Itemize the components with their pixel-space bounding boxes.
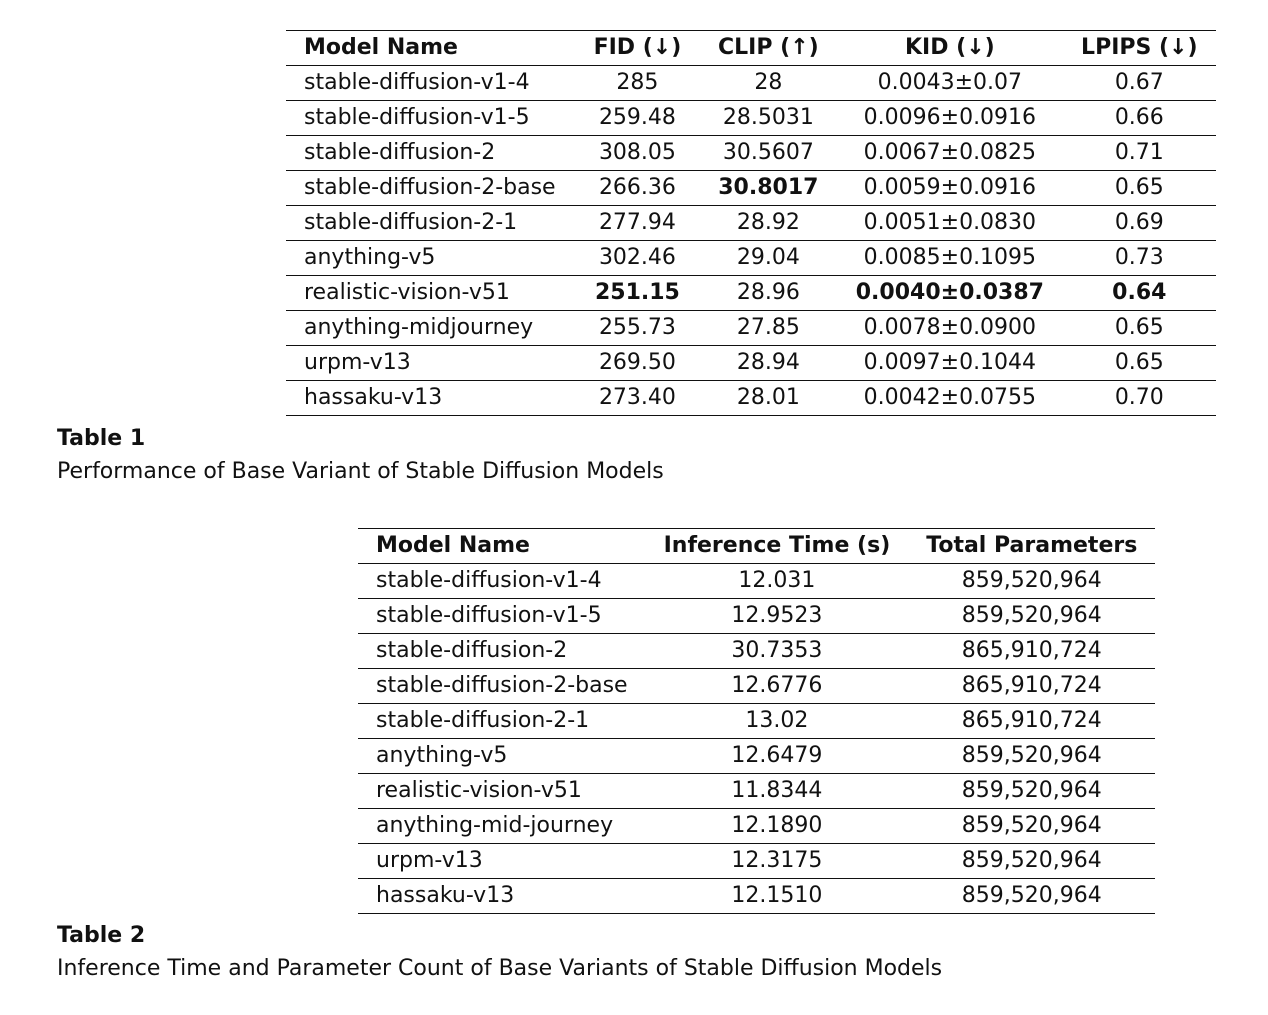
table-caption bbox=[57, 426, 664, 484]
table-row bbox=[286, 311, 1216, 346]
table-header-row bbox=[286, 31, 1216, 66]
model-name-cell: anything-v5 bbox=[358, 739, 646, 774]
value-cell: 251.15 bbox=[575, 276, 699, 311]
value-cell: 30.5607 bbox=[700, 136, 837, 171]
value-cell: 865,910,724 bbox=[908, 704, 1155, 739]
column-header: LPIPS (↓) bbox=[1063, 31, 1216, 66]
value-cell: 0.65 bbox=[1063, 311, 1216, 346]
value-cell: 859,520,964 bbox=[908, 844, 1155, 879]
value-cell: 859,520,964 bbox=[908, 774, 1155, 809]
table-row bbox=[358, 599, 1155, 634]
table-row bbox=[286, 171, 1216, 206]
table-row bbox=[286, 66, 1216, 101]
value-cell: 0.0096±0.0916 bbox=[837, 101, 1063, 136]
value-cell: 12.9523 bbox=[646, 599, 909, 634]
value-cell: 859,520,964 bbox=[908, 599, 1155, 634]
inference-time-table bbox=[358, 528, 1155, 914]
value-cell: 12.031 bbox=[646, 564, 909, 599]
value-cell: 255.73 bbox=[575, 311, 699, 346]
value-cell: 0.71 bbox=[1063, 136, 1216, 171]
value-cell: 0.0040±0.0387 bbox=[837, 276, 1063, 311]
value-cell: 0.64 bbox=[1063, 276, 1216, 311]
table-row bbox=[286, 381, 1216, 416]
value-cell: 859,520,964 bbox=[908, 564, 1155, 599]
column-header: KID (↓) bbox=[837, 31, 1063, 66]
value-cell: 0.0059±0.0916 bbox=[837, 171, 1063, 206]
value-cell: 12.6776 bbox=[646, 669, 909, 704]
caption-label: Table 1 bbox=[57, 426, 146, 451]
value-cell: 0.67 bbox=[1063, 66, 1216, 101]
value-cell: 0.0042±0.0755 bbox=[837, 381, 1063, 416]
model-name-cell: hassaku-v13 bbox=[358, 879, 646, 914]
table-row bbox=[358, 809, 1155, 844]
value-cell: 30.7353 bbox=[646, 634, 909, 669]
value-cell: 0.69 bbox=[1063, 206, 1216, 241]
table-row bbox=[358, 739, 1155, 774]
value-cell: 12.6479 bbox=[646, 739, 909, 774]
table-row bbox=[358, 844, 1155, 879]
value-cell: 859,520,964 bbox=[908, 809, 1155, 844]
model-name-cell: stable-diffusion-2-base bbox=[358, 669, 646, 704]
value-cell: 0.70 bbox=[1063, 381, 1216, 416]
value-cell: 28.01 bbox=[700, 381, 837, 416]
model-name-cell: anything-mid-journey bbox=[358, 809, 646, 844]
value-cell: 28.96 bbox=[700, 276, 837, 311]
model-name-cell: stable-diffusion-2-1 bbox=[358, 704, 646, 739]
table-row bbox=[286, 136, 1216, 171]
caption-label: Table 2 bbox=[57, 923, 146, 948]
column-header: Model Name bbox=[358, 529, 646, 564]
table-row bbox=[358, 669, 1155, 704]
value-cell: 13.02 bbox=[646, 704, 909, 739]
value-cell: 29.04 bbox=[700, 241, 837, 276]
model-name-cell: anything-v5 bbox=[286, 241, 575, 276]
table-body bbox=[286, 66, 1216, 416]
model-name-cell: hassaku-v13 bbox=[286, 381, 575, 416]
value-cell: 269.50 bbox=[575, 346, 699, 381]
model-name-cell: realistic-vision-v51 bbox=[358, 774, 646, 809]
table-row bbox=[286, 276, 1216, 311]
value-cell: 0.0067±0.0825 bbox=[837, 136, 1063, 171]
value-cell: 0.0051±0.0830 bbox=[837, 206, 1063, 241]
column-header: Inference Time (s) bbox=[646, 529, 909, 564]
value-cell: 28.5031 bbox=[700, 101, 837, 136]
value-cell: 273.40 bbox=[575, 381, 699, 416]
model-name-cell: stable-diffusion-2 bbox=[286, 136, 575, 171]
value-cell: 12.1510 bbox=[646, 879, 909, 914]
model-name-cell: urpm-v13 bbox=[286, 346, 575, 381]
table-body bbox=[358, 564, 1155, 914]
table-row bbox=[286, 101, 1216, 136]
value-cell: 266.36 bbox=[575, 171, 699, 206]
value-cell: 30.8017 bbox=[700, 171, 837, 206]
value-cell: 0.65 bbox=[1063, 171, 1216, 206]
column-header: FID (↓) bbox=[575, 31, 699, 66]
model-name-cell: stable-diffusion-2-base bbox=[286, 171, 575, 206]
model-name-cell: urpm-v13 bbox=[358, 844, 646, 879]
table-row bbox=[286, 206, 1216, 241]
value-cell: 285 bbox=[575, 66, 699, 101]
value-cell: 0.73 bbox=[1063, 241, 1216, 276]
value-cell: 865,910,724 bbox=[908, 634, 1155, 669]
value-cell: 0.66 bbox=[1063, 101, 1216, 136]
value-cell: 0.0085±0.1095 bbox=[837, 241, 1063, 276]
model-name-cell: stable-diffusion-v1-4 bbox=[286, 66, 575, 101]
table-row bbox=[358, 879, 1155, 914]
caption-text: Performance of Base Variant of Stable Diffusion Models bbox=[57, 459, 664, 484]
value-cell: 27.85 bbox=[700, 311, 837, 346]
model-name-cell: stable-diffusion-2 bbox=[358, 634, 646, 669]
performance-table bbox=[286, 30, 1216, 416]
model-name-cell: anything-midjourney bbox=[286, 311, 575, 346]
model-name-cell: stable-diffusion-2-1 bbox=[286, 206, 575, 241]
table-row bbox=[286, 346, 1216, 381]
model-name-cell: stable-diffusion-v1-5 bbox=[358, 599, 646, 634]
value-cell: 12.1890 bbox=[646, 809, 909, 844]
table-row bbox=[358, 704, 1155, 739]
value-cell: 308.05 bbox=[575, 136, 699, 171]
value-cell: 0.65 bbox=[1063, 346, 1216, 381]
value-cell: 0.0097±0.1044 bbox=[837, 346, 1063, 381]
value-cell: 259.48 bbox=[575, 101, 699, 136]
value-cell: 277.94 bbox=[575, 206, 699, 241]
value-cell: 865,910,724 bbox=[908, 669, 1155, 704]
value-cell: 11.8344 bbox=[646, 774, 909, 809]
value-cell: 12.3175 bbox=[646, 844, 909, 879]
model-name-cell: realistic-vision-v51 bbox=[286, 276, 575, 311]
value-cell: 28.94 bbox=[700, 346, 837, 381]
value-cell: 0.0078±0.0900 bbox=[837, 311, 1063, 346]
value-cell: 859,520,964 bbox=[908, 739, 1155, 774]
model-name-cell: stable-diffusion-v1-5 bbox=[286, 101, 575, 136]
value-cell: 28.92 bbox=[700, 206, 837, 241]
caption-text: Inference Time and Parameter Count of Base Variants of Stable Diffusion Models bbox=[57, 956, 943, 981]
column-header: Total Parameters bbox=[908, 529, 1155, 564]
table-header-row bbox=[358, 529, 1155, 564]
model-name-cell: stable-diffusion-v1-4 bbox=[358, 564, 646, 599]
table-row bbox=[286, 241, 1216, 276]
table-row bbox=[358, 774, 1155, 809]
table-row bbox=[358, 634, 1155, 669]
column-header: Model Name bbox=[286, 31, 575, 66]
value-cell: 859,520,964 bbox=[908, 879, 1155, 914]
table-row bbox=[358, 564, 1155, 599]
value-cell: 28 bbox=[700, 66, 837, 101]
value-cell: 302.46 bbox=[575, 241, 699, 276]
table-caption bbox=[57, 923, 942, 981]
value-cell: 0.0043±0.07 bbox=[837, 66, 1063, 101]
column-header: CLIP (↑) bbox=[700, 31, 837, 66]
